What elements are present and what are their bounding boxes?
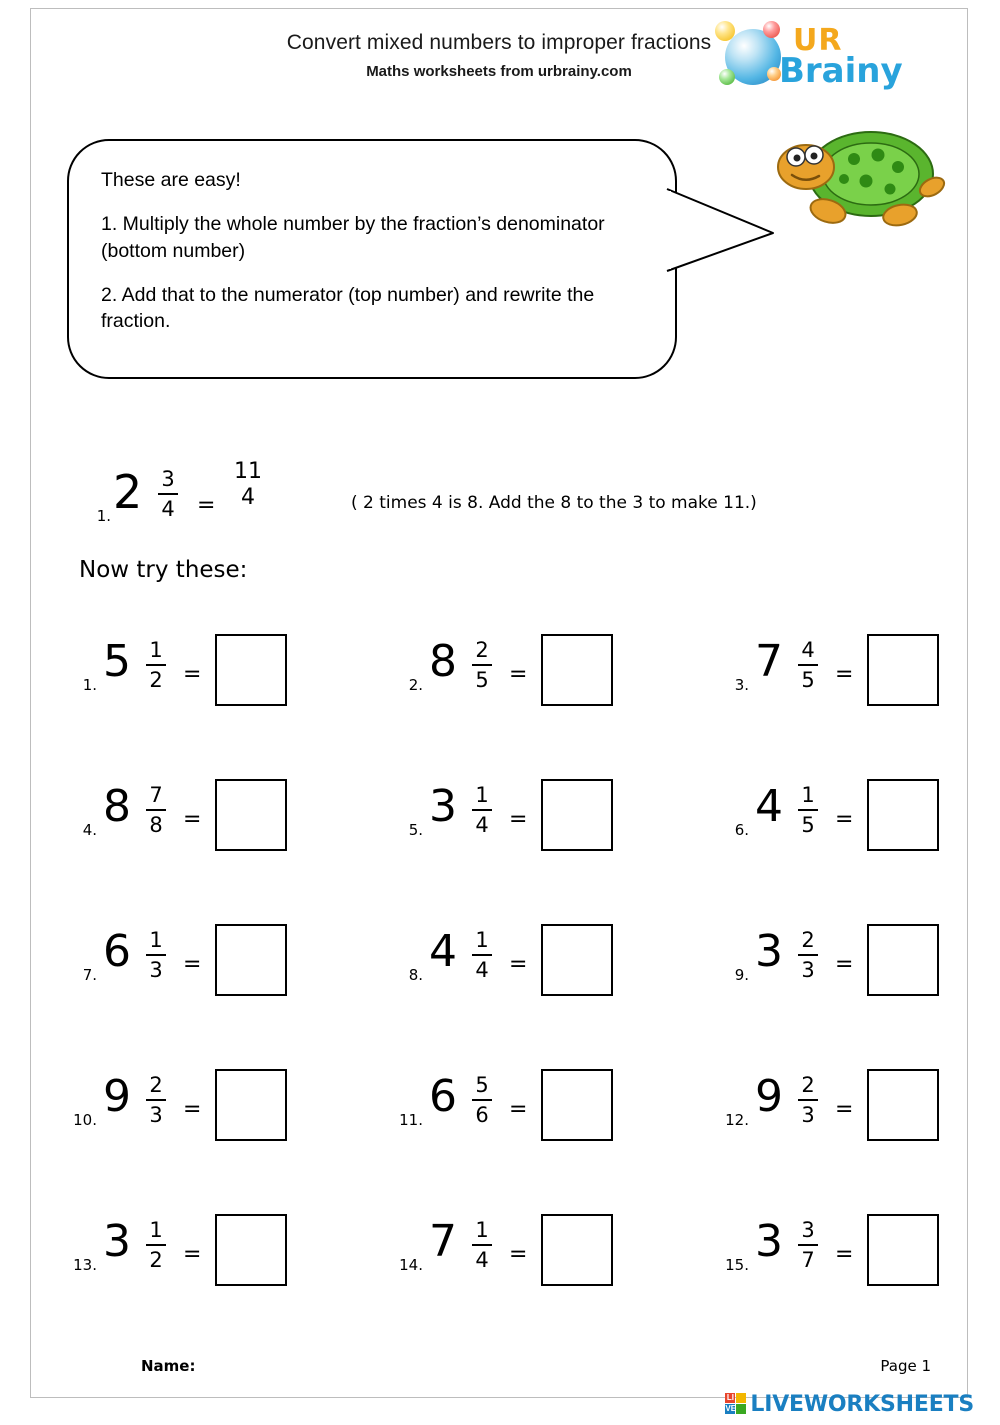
answer-box[interactable] [541, 1214, 613, 1286]
problem-number: 2. [408, 676, 423, 694]
problem-equals-sign: = [183, 807, 202, 832]
answer-box[interactable] [867, 1214, 939, 1286]
problem-denominator: 3 [149, 958, 163, 983]
page-number-label: Page 1 [880, 1357, 931, 1375]
liveworksheets-logo-icon [725, 1393, 747, 1415]
bubble-tail [665, 171, 795, 281]
problem-row [31, 1194, 967, 1339]
problem-whole-number: 8 [103, 781, 131, 832]
problem-fraction [791, 783, 825, 837]
problem-fraction-bar [798, 954, 818, 956]
problem-equals-sign: = [835, 1242, 854, 1267]
answer-box[interactable] [541, 634, 613, 706]
problem-number: 12. [725, 1111, 749, 1129]
problem-fraction [791, 928, 825, 982]
now-try-these-label: Now try these: [79, 557, 248, 583]
answer-box[interactable] [867, 924, 939, 996]
problem-numerator: 5 [475, 1073, 489, 1097]
logo-bubble-yellow-icon [715, 21, 735, 41]
liveworksheets-wordmark: LIVEWORKSHEETS [750, 1391, 974, 1417]
problem-number: 14. [399, 1256, 423, 1274]
name-label: Name: [141, 1357, 196, 1375]
problem-row [31, 1049, 967, 1194]
problem-whole-number: 9 [755, 1071, 783, 1122]
liveworksheets-brand [725, 1391, 974, 1417]
answer-box[interactable] [867, 779, 939, 851]
problem-equals-sign: = [509, 807, 528, 832]
problem-fraction [465, 928, 499, 982]
problem-whole-number: 3 [755, 926, 783, 977]
problem-fraction-bar [472, 1244, 492, 1246]
problem-fraction [139, 928, 173, 982]
example-fraction-bar [158, 493, 178, 495]
problems-grid [31, 614, 967, 1339]
problem-equals-sign: = [183, 662, 202, 687]
problem-whole-number: 3 [755, 1216, 783, 1267]
answer-box[interactable] [215, 1069, 287, 1141]
problem-fraction-bar [798, 1244, 818, 1246]
problem-number: 9. [734, 966, 749, 984]
problem-denominator: 2 [149, 1248, 163, 1273]
problem-whole-number: 3 [429, 781, 457, 832]
answer-box[interactable] [541, 1069, 613, 1141]
problem-fraction [791, 638, 825, 692]
problem-fraction-bar [146, 954, 166, 956]
instruction-line-3: 2. Add that to the numerator (top number) and rewrite the fraction. [101, 283, 595, 333]
problem-denominator: 3 [801, 1103, 815, 1128]
problem-whole-number: 5 [103, 636, 131, 687]
problem-whole-number: 8 [429, 636, 457, 687]
example-answer-denominator: 4 [241, 485, 255, 511]
example-note: ( 2 times 4 is 8. Add the 8 to the 3 to make 11.) [351, 493, 757, 513]
problem-equals-sign: = [183, 952, 202, 977]
problem-denominator: 4 [475, 813, 489, 838]
example-answer-numerator: 11 [234, 459, 262, 484]
problem-fraction [791, 1073, 825, 1127]
problem-number: 6. [734, 821, 749, 839]
problem-number: 8. [408, 966, 423, 984]
problem-denominator: 3 [149, 1103, 163, 1128]
problem-denominator: 2 [149, 668, 163, 693]
problem-number: 1. [82, 676, 97, 694]
problem-fraction [465, 1218, 499, 1272]
problem-whole-number: 4 [755, 781, 783, 832]
answer-box[interactable] [541, 924, 613, 996]
problem-number: 13. [73, 1256, 97, 1274]
problem-numerator: 1 [149, 928, 163, 952]
problem-numerator: 1 [149, 1218, 163, 1242]
problem-numerator: 1 [801, 783, 815, 807]
logo-text-brainy: Brainy [779, 51, 903, 91]
problem-numerator: 2 [475, 638, 489, 662]
problem-fraction-bar [798, 1099, 818, 1101]
problem-whole-number: 9 [103, 1071, 131, 1122]
problem-denominator: 5 [475, 668, 489, 693]
logo-bubble-green-icon [719, 69, 735, 85]
liveworksheets-square-yellow [736, 1393, 746, 1403]
problem-numerator: 1 [475, 928, 489, 952]
problem-denominator: 6 [475, 1103, 489, 1128]
logo-text-ur: UR [793, 23, 843, 58]
problem-denominator: 5 [801, 813, 815, 838]
problem-fraction-bar [146, 809, 166, 811]
problem-equals-sign: = [509, 1242, 528, 1267]
answer-box[interactable] [867, 634, 939, 706]
problem-fraction-bar [146, 664, 166, 666]
example-denominator: 4 [161, 497, 175, 522]
problem-row [31, 614, 967, 759]
problem-fraction-bar [798, 809, 818, 811]
answer-box[interactable] [867, 1069, 939, 1141]
answer-box[interactable] [541, 779, 613, 851]
example-answer-fraction [225, 459, 271, 512]
problem-fraction [465, 638, 499, 692]
problem-number: 10. [73, 1111, 97, 1129]
worked-example [81, 449, 941, 529]
problem-whole-number: 6 [103, 926, 131, 977]
problem-fraction [139, 1073, 173, 1127]
problem-denominator: 7 [801, 1248, 815, 1273]
problem-numerator: 3 [801, 1218, 815, 1242]
problem-whole-number: 3 [103, 1216, 131, 1267]
problem-equals-sign: = [509, 1097, 528, 1122]
problem-row [31, 904, 967, 1049]
problem-number: 3. [734, 676, 749, 694]
logo-bubble-red-icon [763, 21, 780, 38]
problem-equals-sign: = [183, 1242, 202, 1267]
page-title: Convert mixed numbers to improper fractions [286, 31, 712, 54]
problem-fraction [139, 1218, 173, 1272]
problem-numerator: 1 [149, 638, 163, 662]
example-whole-number: 2 [113, 465, 143, 519]
problem-fraction [139, 638, 173, 692]
problem-number: 7. [82, 966, 97, 984]
problem-fraction-bar [798, 664, 818, 666]
worksheet-page [30, 8, 968, 1398]
problem-equals-sign: = [509, 662, 528, 687]
problem-fraction-bar [472, 664, 492, 666]
liveworksheets-li: LI [726, 1393, 734, 1402]
problem-numerator: 4 [801, 638, 815, 662]
problem-number: 15. [725, 1256, 749, 1274]
problem-fraction-bar [472, 954, 492, 956]
problem-numerator: 1 [475, 783, 489, 807]
problem-fraction [791, 1218, 825, 1272]
instruction-line-2: 1. Multiply the whole number by the fraction’s denominator (bottom number) [101, 213, 605, 262]
problem-whole-number: 6 [429, 1071, 457, 1122]
problem-numerator: 1 [475, 1218, 489, 1242]
problem-fraction-bar [472, 809, 492, 811]
problem-numerator: 2 [801, 928, 815, 952]
answer-box[interactable] [215, 634, 287, 706]
problem-fraction [465, 783, 499, 837]
problem-number: 4. [82, 821, 97, 839]
instructions-bubble [67, 139, 677, 379]
problem-denominator: 8 [149, 813, 163, 838]
problem-numerator: 2 [149, 1073, 163, 1097]
answer-box[interactable] [215, 924, 287, 996]
problem-fraction [139, 783, 173, 837]
problem-equals-sign: = [835, 1097, 854, 1122]
problem-denominator: 4 [475, 958, 489, 983]
problem-denominator: 5 [801, 668, 815, 693]
page-subtitle: Maths worksheets from urbrainy.com [366, 63, 632, 80]
urbrainy-logo [715, 19, 925, 97]
problem-equals-sign: = [509, 952, 528, 977]
problem-numerator: 7 [149, 783, 163, 807]
problem-whole-number: 7 [755, 636, 783, 687]
answer-box[interactable] [215, 779, 287, 851]
problem-whole-number: 7 [429, 1216, 457, 1267]
example-equals-sign: = [197, 493, 216, 518]
problem-numerator: 2 [801, 1073, 815, 1097]
example-numerator: 3 [161, 467, 175, 491]
instruction-line-1: These are easy! [101, 169, 241, 191]
problem-equals-sign: = [835, 807, 854, 832]
problem-fraction [465, 1073, 499, 1127]
liveworksheets-square-green [736, 1404, 746, 1414]
answer-box[interactable] [215, 1214, 287, 1286]
problem-fraction-bar [146, 1244, 166, 1246]
problem-equals-sign: = [835, 952, 854, 977]
liveworksheets-ve: VE [725, 1404, 737, 1413]
example-fraction [151, 467, 185, 521]
problem-whole-number: 4 [429, 926, 457, 977]
problem-equals-sign: = [183, 1097, 202, 1122]
problem-denominator: 4 [475, 1248, 489, 1273]
problem-equals-sign: = [835, 662, 854, 687]
example-number: 1. [96, 507, 111, 525]
problem-denominator: 3 [801, 958, 815, 983]
problem-number: 11. [399, 1111, 423, 1129]
problem-number: 5. [408, 821, 423, 839]
problem-fraction-bar [146, 1099, 166, 1101]
problem-fraction-bar [472, 1099, 492, 1101]
problem-row [31, 759, 967, 904]
